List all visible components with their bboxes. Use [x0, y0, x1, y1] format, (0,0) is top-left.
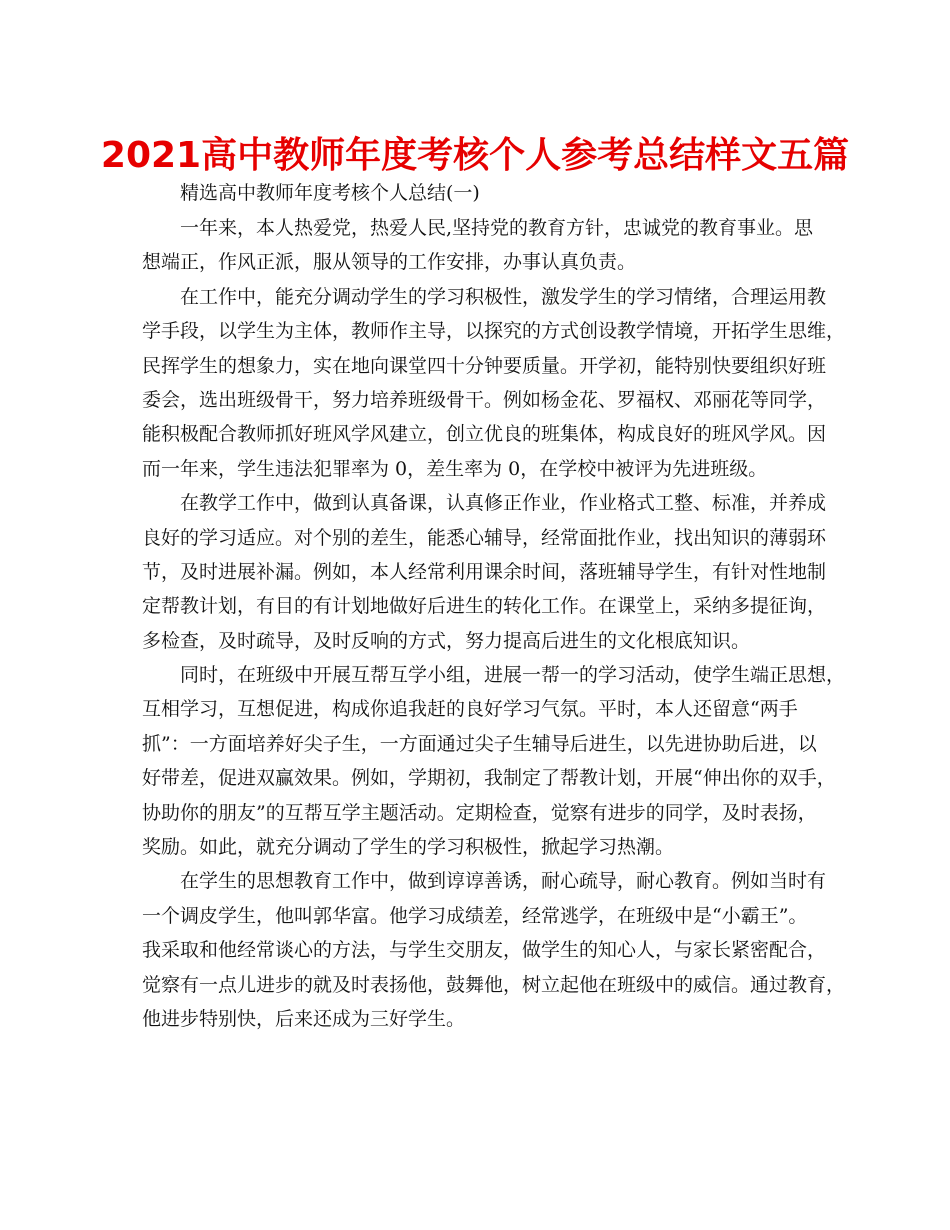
paragraph-line: 协助你的朋友”的互帮互学主题活动。定期检查，觉察有进步的同学，及时表扬， — [142, 801, 817, 824]
paragraph-line: 他进步特别快，后来还成为三好学生。 — [142, 1007, 466, 1030]
paragraph-line: 一个调皮学生，他叫郭华富。他学习成绩差，经常逃学，在班级中是“小霸王”。 — [142, 904, 808, 927]
paragraph-line: 多检查，及时疏导，及时反响的方式，努力提高后进生的文化根底知识。 — [142, 629, 751, 652]
paragraph-line: 一年来，本人热爱党，热爱人民,坚持党的教育方针，忠诚党的教育事业。思 — [180, 217, 814, 239]
paragraph-line: 节，及时进展补漏。例如，本人经常利用课余时间，落班辅导学生，有针对性地制 — [142, 560, 827, 583]
paragraph-line: 而一年来，学生违法犯罪率为 0，差生率为 0，在学校中被评为先进班级。 — [142, 457, 768, 480]
paragraph-line: 在学生的思想教育工作中，做到谆谆善诱，耐心疏导，耐心教育。例如当时有 — [180, 870, 827, 893]
paragraph-line: 觉察有一点儿进步的就及时表扬他，鼓舞他，树立起他在班级中的威信。通过教育， — [142, 973, 846, 996]
document-title: 2021高中教师年度考核个人参考总结样文五篇 — [100, 135, 850, 176]
paragraph-line: 在教学工作中，做到认真备课，认真修正作业，作业格式工整、标准，并养成 — [180, 492, 827, 515]
paragraph-line: 想端正，作风正派，服从领导的工作安排，办事认真负责。 — [142, 251, 637, 274]
document-body — [142, 211, 846, 1036]
paragraph-line: 我采取和他经常谈心的方法，与学生交朋友，做学生的知心人，与家长紧密配合， — [142, 939, 827, 962]
paragraph-line: 能积极配合教师抓好班风学风建立，创立优良的班集体，构成良好的班风学风。因 — [142, 423, 827, 446]
paragraph-line: 抓”：一方面培养好尖子生，一方面通过尖子生辅导后进生，以先进协助后进，以 — [142, 732, 817, 755]
paragraph-line: 互相学习，互想促进，构成你追我赶的良好学习气氛。平时，本人还留意“两手 — [142, 698, 798, 721]
paragraph-line: 委会，选出班级骨干，努力培养班级骨干。例如杨金花、罗福权、邓丽花等同学， — [142, 388, 827, 411]
paragraph-line: 民挥学生的想象力，实在地向课堂四十分钟要质量。开学初，能特别快要组织好班 — [142, 354, 827, 377]
paragraph-line: 好带差，促进双赢效果。例如，学期初，我制定了帮教计划，开展“伸出你的双手， — [142, 767, 836, 790]
paragraph-line: 定帮教计划，有目的有计划地做好后进生的转化工作。在课堂上，采纳多提征询， — [142, 595, 827, 618]
section-heading: 精选高中教师年度考核个人总结(一) — [180, 182, 480, 204]
paragraph-line: 奖励。如此，就充分调动了学生的学习积极性，掀起学习热潮。 — [142, 836, 675, 859]
paragraph-line: 同时，在班级中开展互帮互学小组，进展一帮一的学习活动，使学生端正思想， — [180, 664, 846, 687]
paragraph-line: 在工作中，能充分调动学生的学习积极性，激发学生的学习情绪，合理运用教 — [180, 285, 827, 308]
paragraph-line: 良好的学习适应。对个别的差生，能悉心辅导，经常面批作业，找出知识的薄弱环 — [142, 526, 827, 549]
paragraph-line: 学手段，以学生为主体，教师作主导，以探究的方式创设教学情境，开拓学生思维， — [142, 320, 846, 343]
